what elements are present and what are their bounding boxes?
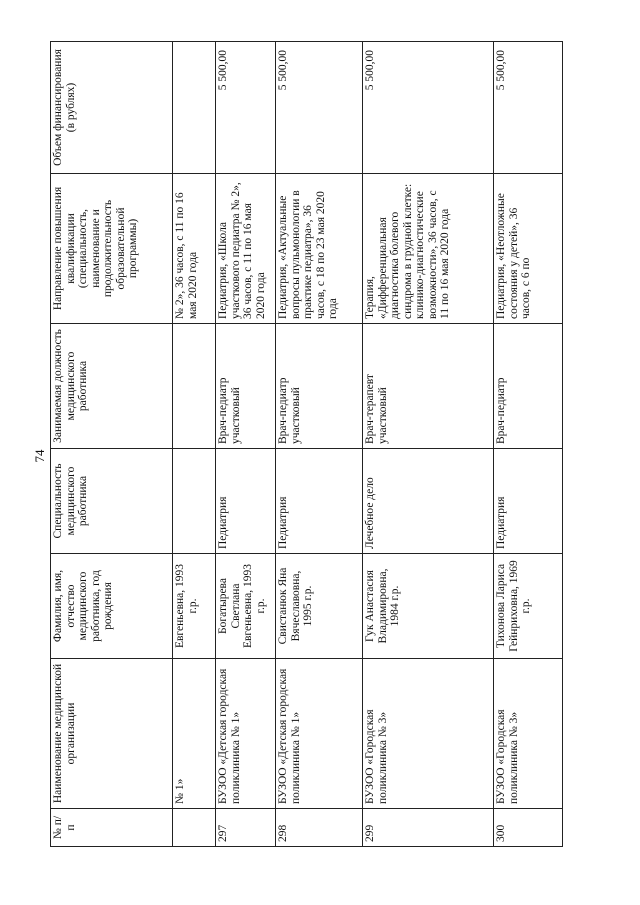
header-dir: Направление повышения квалификации (специальность, наименование и продолжительность образовательной программы): [51, 174, 173, 324]
cell-dir: Педиатрия, «Школа участкового педиатра № 2», 36 часов, с 11 по 16 мая 2020 года: [216, 174, 276, 324]
header-row: [51, 42, 173, 847]
cell-fin: 5 500,00: [494, 42, 563, 174]
cell-pos: [173, 324, 216, 449]
cell-org: БУЗОО «Городская поликлиника № 3»: [494, 659, 563, 809]
cell-fio: Свистанюк Яна Вячеславовна, 1995 г.р.: [276, 554, 363, 659]
header-num: № п/п: [51, 809, 173, 847]
cell-fio: Тихонова Лариса Гейнриховна, 1969 г.р.: [494, 554, 563, 659]
cell-org: БУЗОО «Городская поликлиника № 3»: [363, 659, 494, 809]
cell-fio: Евгеньевна, 1993 г.р.: [173, 554, 216, 659]
cell-org: БУЗОО «Детская городская поликлиника № 1»: [276, 659, 363, 809]
cell-pos: Врач-педиатр участковый: [216, 324, 276, 449]
page-number: 74: [32, 449, 47, 463]
cell-num: 299: [363, 809, 494, 847]
cell-pos: Врач-педиатр участковый: [276, 324, 363, 449]
table-row: [494, 42, 563, 847]
header-fin: Объем финансирования (в рублях): [51, 42, 173, 174]
table-row: [173, 42, 216, 847]
cell-num: 300: [494, 809, 563, 847]
cell-fin: 5 500,00: [363, 42, 494, 174]
cell-num: [173, 809, 216, 847]
header-fio: Фамилия, имя, отчество медицинского работника, год рождения: [51, 554, 173, 659]
cell-num: 298: [276, 809, 363, 847]
table-row: [216, 42, 276, 847]
cell-fin: [173, 42, 216, 174]
cell-pos: Врач-педиатр: [494, 324, 563, 449]
rotated-page: [50, 42, 562, 847]
cell-spec: Педиатрия: [276, 449, 363, 554]
cell-dir: Терапия, «Дифференциальная диагностика болевого синдрома в грудной клетке: клинико-диагностические возможности», 36 часов, с 11 по 16 мая 2020 года: [363, 174, 494, 324]
training-table: [50, 41, 563, 847]
header-spec: Специальность медицинского работника: [51, 449, 173, 554]
cell-org: № 1»: [173, 659, 216, 809]
cell-spec: Педиатрия: [216, 449, 276, 554]
cell-dir: № 2», 36 часов, с 11 по 16 мая 2020 года: [173, 174, 216, 324]
cell-spec: Лечебное дело: [363, 449, 494, 554]
cell-org: БУЗОО «Детская городская поликлиника № 1»: [216, 659, 276, 809]
cell-spec: [173, 449, 216, 554]
table-row: [363, 42, 494, 847]
cell-pos: Врач-терапевт участковый: [363, 324, 494, 449]
cell-dir: Педиатрия, «Актуальные вопросы пульмонологии в практике педиатра», 36 часов, с 18 по 23 мая 2020 года: [276, 174, 363, 324]
cell-dir: Педиатрия, «Неотложные состояния у детей», 36 часов, с 6 по: [494, 174, 563, 324]
cell-fin: 5 500,00: [216, 42, 276, 174]
cell-spec: Педиатрия: [494, 449, 563, 554]
header-org: Наименование медицинской организации: [51, 659, 173, 809]
cell-num: 297: [216, 809, 276, 847]
cell-fin: 5 500,00: [276, 42, 363, 174]
table-row: [276, 42, 363, 847]
cell-fio: Гук Анастасия Владимировна, 1984 г.р.: [363, 554, 494, 659]
header-pos: Занимаемая должность медицинского работника: [51, 324, 173, 449]
cell-fio: Богатырева Светлана Евгеньевна, 1993 г.р.: [216, 554, 276, 659]
